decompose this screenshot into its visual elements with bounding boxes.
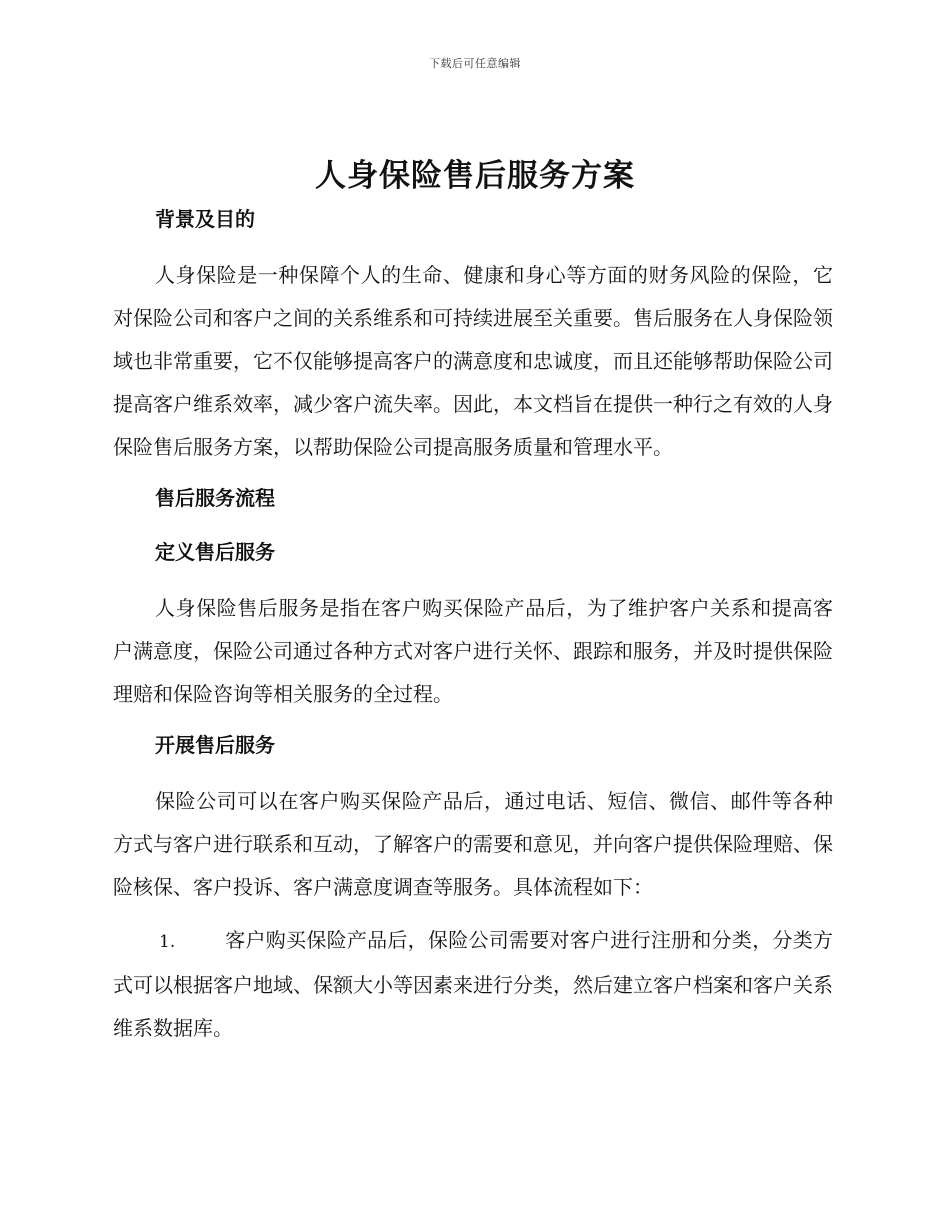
paragraph-background: 人身保险是一种保障个人的生命、健康和身心等方面的财务风险的保险，它对保险公司和客户之间的关系维系和可持续进展至关重要。售后服务在人身保险领域也非常重要，它不仅能够提高客户的满意度和忠诚度，而且还能够帮助保险公司提高客户维系效率，减少客户流失率。因此，本文档旨在提供一种行之有效的人身保险售后服务方案，以帮助保险公司提高服务质量和管理水平。	[113, 263, 833, 459]
list-item-text: 客户购买保险产品后，保险公司需要对客户进行注册和分类，分类方式可以根据客户地域、保额大小等因素来进行分类，然后建立客户档案和客户关系维系数据库。	[113, 928, 833, 1040]
section-heading-background: 背景及目的	[155, 207, 255, 231]
section-heading-definition: 定义售后服务	[155, 540, 275, 564]
running-header: 下载后可任意编辑	[429, 57, 521, 70]
section-heading-launch: 开展售后服务	[155, 733, 275, 757]
list-item	[113, 919, 833, 1050]
paragraph-launch: 保险公司可以在客户购买保险产品后，通过电话、短信、微信、邮件等各种方式与客户进行联系和互动，了解客户的需要和意见，并向客户提供保险理赔、保险核保、客户投诉、客户满意度调查等服务。具体流程如下：	[113, 789, 833, 899]
document-body	[113, 200, 833, 1050]
list-item-number: 1.	[159, 932, 176, 952]
paragraph-definition: 人身保险售后服务是指在客户购买保险产品后，为了维护客户关系和提高客户满意度，保险公司通过各种方式对客户进行关怀、跟踪和服务，并及时提供保险理赔和保险咨询等相关服务的全过程。	[113, 596, 833, 706]
section-heading-process: 售后服务流程	[155, 486, 275, 510]
document-title: 人身保险售后服务方案	[315, 158, 635, 194]
